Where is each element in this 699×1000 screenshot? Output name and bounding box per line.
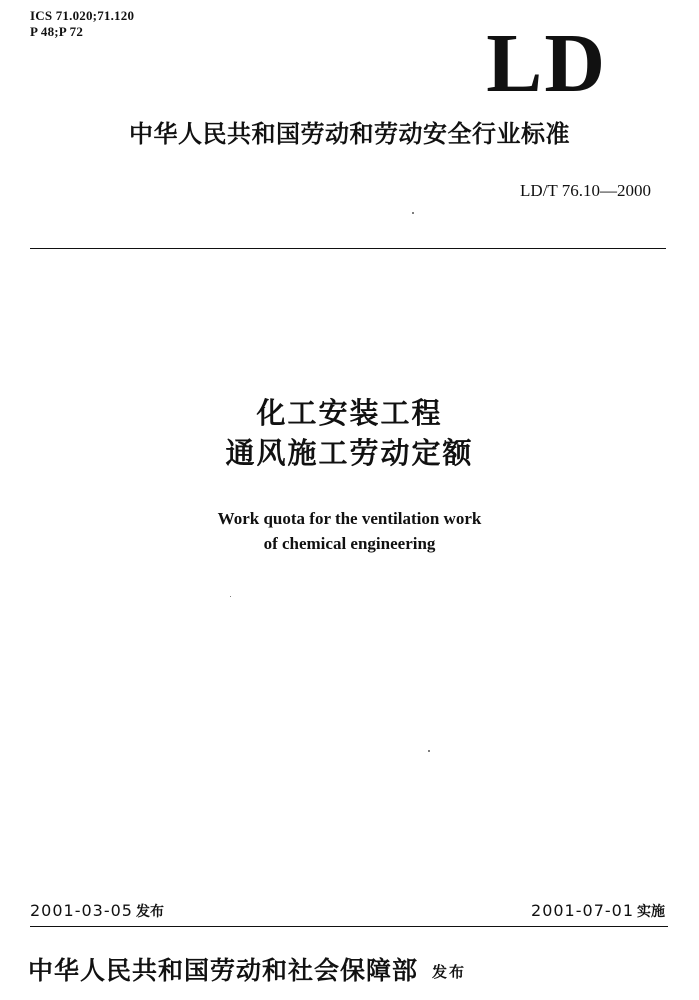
classification-codes xyxy=(30,8,134,40)
implementation-date-value: 2001-07-01 xyxy=(531,901,634,920)
implementation-date-label: 实施 xyxy=(637,904,665,920)
scan-speck xyxy=(428,750,430,752)
english-title xyxy=(0,506,699,556)
header-issuer: 中华人民共和国劳动和劳动安全行业标准 xyxy=(129,120,570,148)
scan-speck xyxy=(412,212,414,214)
chinese-title-line2: 通风施工劳动定额 xyxy=(225,436,474,470)
ics-code: ICS 71.020;71.120 xyxy=(30,8,135,23)
issue-date-value: 2001-03-05 xyxy=(30,901,133,920)
standard-number: LD/T 76.10—2000 xyxy=(520,181,651,200)
english-title-line2: of chemical engineering xyxy=(263,534,436,553)
footer-divider xyxy=(30,926,668,927)
scan-speck xyxy=(230,596,231,597)
footer-publish-label: 发布 xyxy=(432,963,467,981)
english-title-line1: Work quota for the ventilation work xyxy=(217,509,482,528)
issue-date-label: 发布 xyxy=(135,904,164,920)
footer-issuer xyxy=(28,954,466,989)
chinese-title xyxy=(0,393,699,473)
ccs-code: P 48;P 72 xyxy=(30,24,84,39)
chinese-title-line1: 化工安装工程 xyxy=(256,396,443,430)
issue-date xyxy=(30,900,164,923)
implementation-date xyxy=(531,900,665,923)
footer-issuer-name: 中华人民共和国劳动和社会保障部 xyxy=(28,956,419,985)
header-divider xyxy=(30,248,666,249)
standard-logo: LD xyxy=(486,17,607,110)
